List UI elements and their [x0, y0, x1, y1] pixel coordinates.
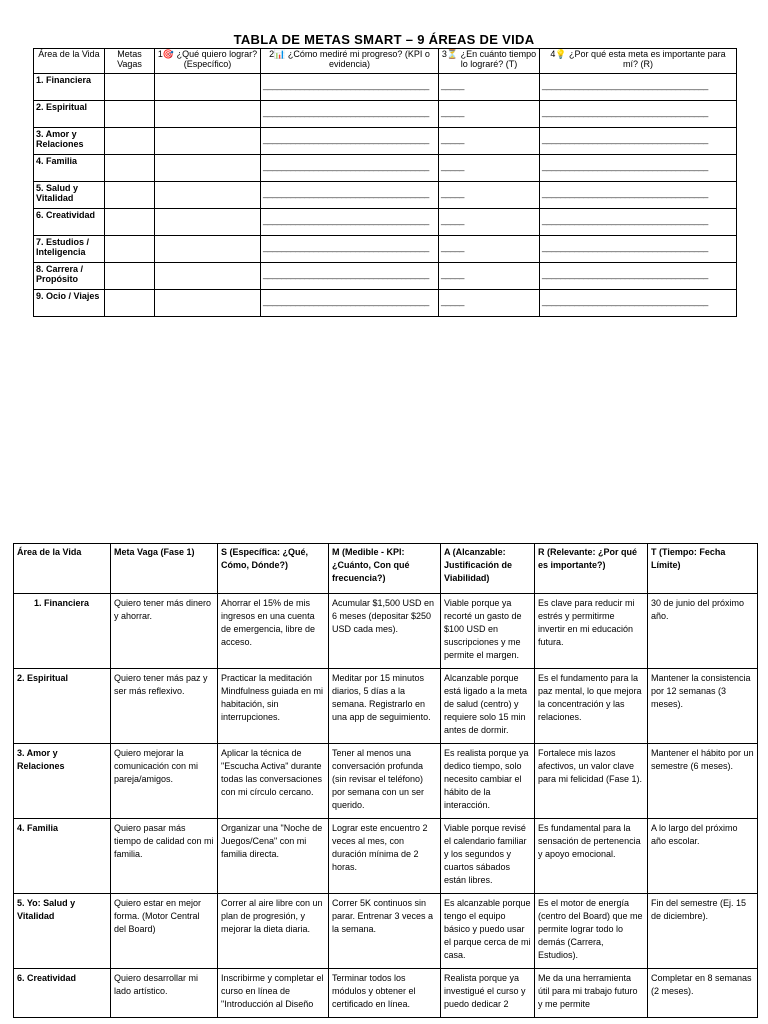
- area-label: 8. Carrera / Propósito: [34, 263, 105, 290]
- smart-header-cell: R (Relevante: ¿Por qué es importante?): [535, 544, 648, 594]
- smart-header-cell: M (Medible - KPI: ¿Cuánto, Con qué frecuencia?): [329, 544, 441, 594]
- table-row: [14, 894, 758, 969]
- table-row: [14, 819, 758, 894]
- cell-s: Inscribirme y completar el curso en línea de "Introducción al Diseño: [218, 969, 329, 1018]
- area-label: 7. Estudios / Inteligencia: [34, 236, 105, 263]
- empty-cell: [105, 74, 155, 101]
- cell-vaga: Quiero pasar más tiempo de calidad con mi familia.: [111, 819, 218, 894]
- blank-line: ____________________________________: [263, 107, 429, 117]
- cell-r: Es el fundamento para la paz mental, lo que mejora la concentración y las relaciones.: [535, 669, 648, 744]
- table-row: [34, 263, 737, 290]
- cell-r: Es fundamental para la sensación de pertenencia y apoyo emocional.: [535, 819, 648, 894]
- blank-cell: [439, 128, 540, 155]
- table-row: [14, 744, 758, 819]
- blank-line: _____: [441, 296, 465, 306]
- table-row: [34, 209, 737, 236]
- blank-line: _____: [441, 188, 465, 198]
- blank-line: ____________________________________: [263, 215, 429, 225]
- empty-cell: [155, 263, 261, 290]
- blank-cell: [540, 209, 737, 236]
- cell-m: Terminar todos los módulos y obtener el certificado en línea.: [329, 969, 441, 1018]
- empty-cell: [155, 128, 261, 155]
- blank-line: _____: [441, 134, 465, 144]
- blank-cell: [261, 236, 439, 263]
- smart-header-cell: Meta Vaga (Fase 1): [111, 544, 218, 594]
- cell-t: Completar en 8 semanas (2 meses).: [648, 969, 758, 1018]
- blank-line: ____________________________________: [263, 269, 429, 279]
- cell-vaga: Quiero tener más dinero y ahorrar.: [111, 594, 218, 669]
- blank-cell: [261, 128, 439, 155]
- blank-cell: [261, 155, 439, 182]
- cell-vaga: Quiero tener más paz y ser más reflexivo.: [111, 669, 218, 744]
- cell-a: Realista porque ya investigué el curso y puedo dedicar 2: [441, 969, 535, 1018]
- blank-line: ____________________________________: [542, 134, 708, 144]
- table-row: [14, 969, 758, 1018]
- empty-cell: [105, 263, 155, 290]
- cell-s: Practicar la meditación Mindfulness guiada en mi habitación, sin interrupciones.: [218, 669, 329, 744]
- cell-vaga: Quiero estar en mejor forma. (Motor Central del Board): [111, 894, 218, 969]
- table-row: [34, 182, 737, 209]
- blank-line: _____: [441, 215, 465, 225]
- cell-m: Correr 5K continuos sin parar. Entrenar 3 veces a la semana.: [329, 894, 441, 969]
- cell-t: A lo largo del próximo año escolar.: [648, 819, 758, 894]
- smart-table-header: [14, 544, 758, 594]
- area-label: 5. Salud y Vitalidad: [34, 182, 105, 209]
- cell-a: Viable porque revisé el calendario familiar y los segundos y cuartos sábados están libres.: [441, 819, 535, 894]
- table-row: [14, 669, 758, 744]
- empty-cell: [155, 236, 261, 263]
- empty-cell: [155, 290, 261, 317]
- empty-cell: [105, 155, 155, 182]
- blank-line: ____________________________________: [263, 188, 429, 198]
- area-label: 3. Amor y Relaciones: [14, 744, 111, 819]
- table-row: [34, 290, 737, 317]
- template-header-cell: Metas Vagas: [105, 49, 155, 74]
- smart-header-cell: S (Específica: ¿Qué, Cómo, Dónde?): [218, 544, 329, 594]
- cell-r: Me da una herramienta útil para mi trabajo futuro y me permite: [535, 969, 648, 1018]
- cell-t: 30 de junio del próximo año.: [648, 594, 758, 669]
- table-row: [34, 236, 737, 263]
- cell-t: Mantener el hábito por un semestre (6 meses).: [648, 744, 758, 819]
- area-label: 6. Creatividad: [34, 209, 105, 236]
- blank-line: ____________________________________: [542, 107, 708, 117]
- blank-line: ____________________________________: [263, 296, 429, 306]
- page-title: TABLA DE METAS SMART – 9 ÁREAS DE VIDA: [233, 32, 535, 47]
- area-label: 3. Amor y Relaciones: [34, 128, 105, 155]
- area-label: 4. Familia: [34, 155, 105, 182]
- blank-cell: [261, 209, 439, 236]
- blank-line: ____________________________________: [263, 161, 429, 171]
- empty-cell: [105, 101, 155, 128]
- cell-vaga: Quiero desarrollar mi lado artístico.: [111, 969, 218, 1018]
- blank-line: ____________________________________: [263, 242, 429, 252]
- blank-line: ____________________________________: [542, 215, 708, 225]
- table-row: [14, 594, 758, 669]
- blank-cell: [439, 182, 540, 209]
- area-label: 1. Financiera: [14, 594, 111, 669]
- empty-cell: [155, 101, 261, 128]
- empty-cell: [105, 128, 155, 155]
- blank-cell: [261, 101, 439, 128]
- blank-cell: [261, 290, 439, 317]
- cell-t: Mantener la consistencia por 12 semanas (3 meses).: [648, 669, 758, 744]
- cell-s: Aplicar la técnica de "Escucha Activa" durante todas las conversaciones con mi círculo cercano.: [218, 744, 329, 819]
- blank-line: ____________________________________: [263, 80, 429, 90]
- cell-vaga: Quiero mejorar la comunicación con mi pareja/amigos.: [111, 744, 218, 819]
- blank-line: _____: [441, 269, 465, 279]
- blank-cell: [439, 155, 540, 182]
- cell-r: Fortalece mis lazos afectivos, un valor clave para mi felicidad (Fase 1).: [535, 744, 648, 819]
- cell-t: Fin del semestre (Ej. 15 de diciembre).: [648, 894, 758, 969]
- blank-line: _____: [441, 80, 465, 90]
- blank-cell: [540, 236, 737, 263]
- table-row: [34, 128, 737, 155]
- blank-line: ____________________________________: [542, 80, 708, 90]
- blank-cell: [439, 263, 540, 290]
- table-row: [34, 101, 737, 128]
- empty-cell: [155, 74, 261, 101]
- empty-cell: [155, 155, 261, 182]
- cell-s: Ahorrar el 15% de mis ingresos en una cuenta de emergencia, libre de acceso.: [218, 594, 329, 669]
- blank-cell: [540, 101, 737, 128]
- blank-cell: [439, 209, 540, 236]
- template-table-header: [34, 49, 737, 74]
- area-label: 5. Yo: Salud y Vitalidad: [14, 894, 111, 969]
- blank-line: ____________________________________: [542, 242, 708, 252]
- template-header-cell: 4💡 ¿Por qué esta meta es importante para mí? (R): [540, 49, 737, 74]
- blank-line: ____________________________________: [263, 134, 429, 144]
- blank-cell: [261, 74, 439, 101]
- table-row: [34, 74, 737, 101]
- empty-cell: [105, 209, 155, 236]
- blank-cell: [439, 236, 540, 263]
- smart-goals-table: [13, 543, 758, 1018]
- cell-a: Viable porque ya recorté un gasto de $100 USD en suscripciones y me permite el margen.: [441, 594, 535, 669]
- template-header-cell: Área de la Vida: [34, 49, 105, 74]
- blank-cell: [261, 182, 439, 209]
- blank-cell: [439, 74, 540, 101]
- cell-m: Tener al menos una conversación profunda (sin revisar el teléfono) por semana con un ser querido.: [329, 744, 441, 819]
- empty-cell: [105, 290, 155, 317]
- area-label: 9. Ocio / Viajes: [34, 290, 105, 317]
- blank-line: _____: [441, 107, 465, 117]
- area-label: 2. Espiritual: [14, 669, 111, 744]
- cell-a: Es realista porque ya dedico tiempo, solo necesito cambiar el hábito de la interacción.: [441, 744, 535, 819]
- smart-header-cell: A (Alcanzable: Justificación de Viabilidad): [441, 544, 535, 594]
- cell-m: Lograr este encuentro 2 veces al mes, con duración mínima de 2 horas.: [329, 819, 441, 894]
- blank-cell: [540, 74, 737, 101]
- area-label: 1. Financiera: [34, 74, 105, 101]
- blank-cell: [261, 263, 439, 290]
- blank-line: _____: [441, 161, 465, 171]
- template-header-cell: 1🎯 ¿Qué quiero lograr? (Específico): [155, 49, 261, 74]
- empty-cell: [155, 209, 261, 236]
- blank-line: _____: [441, 242, 465, 252]
- blank-line: ____________________________________: [542, 269, 708, 279]
- blank-cell: [540, 290, 737, 317]
- table-row: [34, 155, 737, 182]
- cell-m: Meditar por 15 minutos diarios, 5 días a la semana. Registrarlo en una app de seguimiento.: [329, 669, 441, 744]
- empty-cell: [105, 182, 155, 209]
- area-label: 2. Espiritual: [34, 101, 105, 128]
- empty-cell: [155, 182, 261, 209]
- cell-r: Es clave para reducir mi estrés y permitirme invertir en mi educación futura.: [535, 594, 648, 669]
- empty-cell: [105, 236, 155, 263]
- cell-s: Correr al aire libre con un plan de progresión, y mejorar la dieta diaria.: [218, 894, 329, 969]
- template-header-cell: 3⏳ ¿En cuánto tiempo lo lograré? (T): [439, 49, 540, 74]
- blank-cell: [540, 263, 737, 290]
- blank-cell: [540, 182, 737, 209]
- blank-line: ____________________________________: [542, 188, 708, 198]
- blank-line: ____________________________________: [542, 161, 708, 171]
- cell-a: Es alcanzable porque tengo el equipo básico y puedo usar el parque cerca de mi casa.: [441, 894, 535, 969]
- cell-a: Alcanzable porque está ligado a la meta de salud (centro) y requiere solo 15 min antes de dormir.: [441, 669, 535, 744]
- template-table: [33, 48, 737, 317]
- blank-cell: [439, 290, 540, 317]
- area-label: 6. Creatividad: [14, 969, 111, 1018]
- cell-r: Es el motor de energía (centro del Board) que me permite lograr todo lo demás (Carrera, Estudios).: [535, 894, 648, 969]
- template-header-cell: 2📊 ¿Cómo mediré mi progreso? (KPI o evidencia): [261, 49, 439, 74]
- cell-s: Organizar una "Noche de Juegos/Cena" con mi familia directa.: [218, 819, 329, 894]
- blank-cell: [540, 128, 737, 155]
- cell-m: Acumular $1,500 USD en 6 meses (depositar $250 USD cada mes).: [329, 594, 441, 669]
- area-label: 4. Familia: [14, 819, 111, 894]
- smart-header-cell: T (Tiempo: Fecha Límite): [648, 544, 758, 594]
- smart-header-cell: Área de la Vida: [14, 544, 111, 594]
- blank-cell: [439, 101, 540, 128]
- blank-line: ____________________________________: [542, 296, 708, 306]
- blank-cell: [540, 155, 737, 182]
